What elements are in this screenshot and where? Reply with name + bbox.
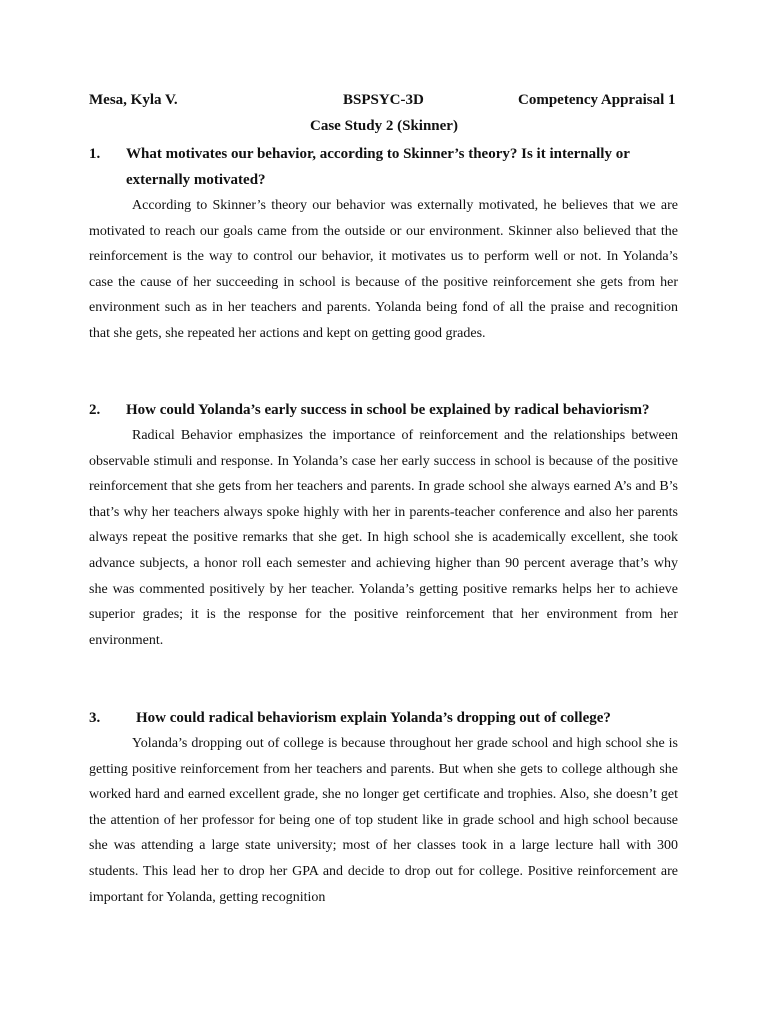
question-number: 2. [89,402,101,418]
question-number: 1. [89,146,101,162]
course-section: BSPSYC-3D [343,92,424,108]
question-3 [89,705,689,731]
answer-3: Yolanda’s dropping out of college is because throughout her grade school and high school she is getting positive reinforcement from her teachers and parents. But when she gets to college although she worked hard and earned excellent grade, she no longer get certificate and trophies. Also, she doesn’t get the attention of her professor for being one of top student like in grade school and high school because she was attending a large state university; most of her classes took in a large lecture hall with 300 students. This lead her to drop her GPA and decide to drop out for college. Positive reinforcement are important for Yolanda, getting recognition [89,736,678,905]
question-text: How could Yolanda’s early success in school be explained by radical behaviorism? [126,402,650,418]
question-number: 3. [89,710,101,726]
document-title-text: Case Study 2 (Skinner) [310,118,458,134]
question-text: What motivates our behavior, according to Skinner’s theory? Is it internally or externally motivated? [126,146,630,188]
document-title [0,118,768,135]
question-1 [89,141,689,193]
appraisal-title: Competency Appraisal 1 [518,92,676,108]
question-2 [89,397,689,423]
student-name: Mesa, Kyla V. [89,92,178,108]
answer-2: Radical Behavior emphasizes the importance of reinforcement and the relationships between observable stimuli and response. In Yolanda’s case her early success in school is because of the positive reinforcement that she gets from her teachers and parents. In grade school she always earned A’s and B’s that’s why her teachers always spoke highly with her in parents-teacher conference and also her parents always repeat the positive remarks that she get. In high school she is academically excellent, she took advance subjects, a honor roll each semester and achieving higher than 90 percent average that’s why she was commented positively by her teacher. Yolanda’s getting positive remarks helps her to achieve superior grades; it is the response for the positive reinforcement that her environment from her environment. [89,428,678,648]
document-header [0,92,768,112]
question-text: How could radical behaviorism explain Yolanda’s dropping out of college? [136,710,611,726]
answer-1: According to Skinner’s theory our behavior was externally motivated, he believes that we are motivated to reach our goals came from the outside or our environment. Skinner also believed that the reinforcement is the way to control our behavior, it motivates us to perform well or not. In Yolanda’s case the cause of her succeeding in school is because of the positive reinforcement she gets from her environment such as in her teachers and parents. Yolanda being fond of all the praise and recognition that she gets, she repeated her actions and kept on getting good grades. [89,198,678,341]
